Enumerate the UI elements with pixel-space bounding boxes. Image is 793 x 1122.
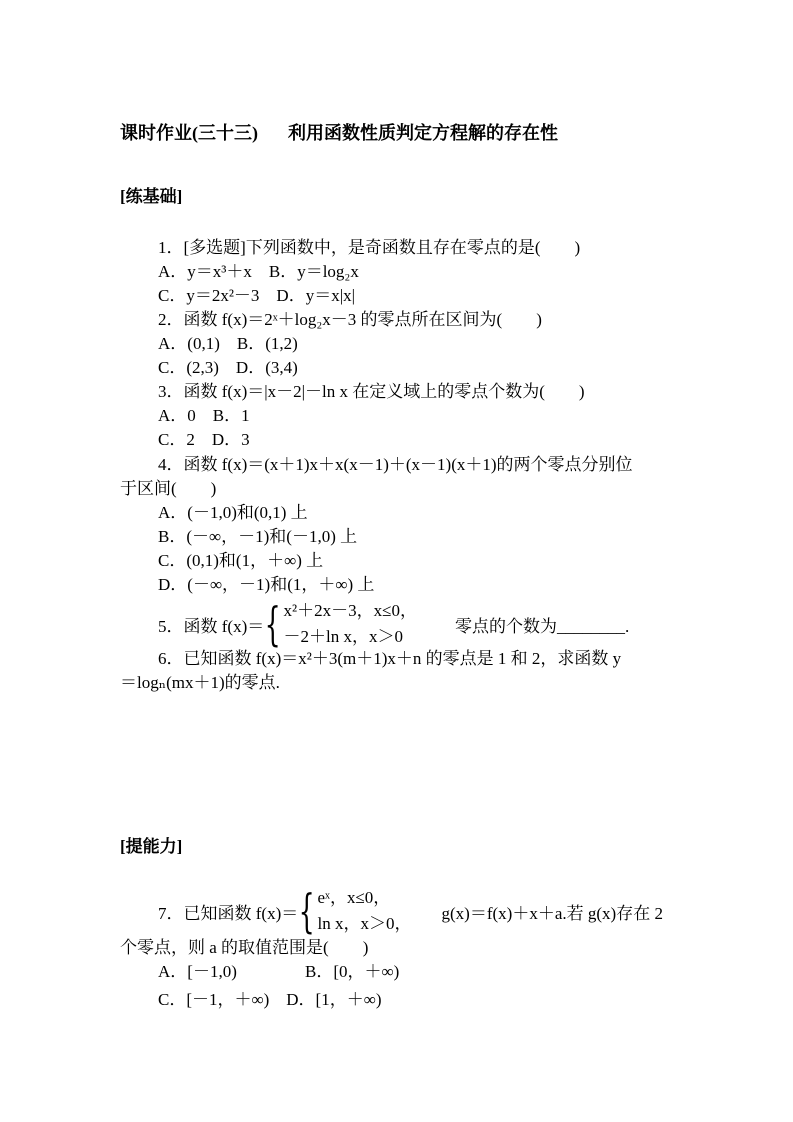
question-4-option-d: D．(－∞，－1)和(1，＋∞) 上 bbox=[158, 575, 375, 594]
piecewise-cases bbox=[318, 885, 426, 937]
title-number: 课时作业(三十三) bbox=[120, 123, 258, 143]
question-7-option-b: B．[0，＋∞) bbox=[305, 962, 400, 981]
question-7-stem-cont: 个零点，则 a 的取值范围是( ) bbox=[120, 938, 369, 957]
case-1: eˣ，x≤0， bbox=[317, 888, 391, 907]
question-3-stem: 3．函数 f(x)＝|x－2|－ln x 在定义域上的零点个数为( ) bbox=[158, 382, 585, 401]
question-5 bbox=[158, 598, 629, 650]
question-5-suffix: 零点的个数为________. bbox=[454, 616, 630, 636]
piecewise-cases bbox=[284, 598, 417, 650]
question-6-stem-cont: ＝logₙ(mx＋1)的零点. bbox=[120, 673, 280, 692]
question-2-options-cd: C．(2,3) D．(3,4) bbox=[158, 358, 298, 377]
question-5-prefix: 5．函数 f(x)＝ bbox=[158, 616, 265, 636]
case-2: －2＋ln x，x＞0 bbox=[283, 627, 403, 646]
question-7 bbox=[158, 885, 663, 937]
question-4-option-c: C．(0,1)和(1，＋∞) 上 bbox=[158, 551, 324, 570]
question-3-options-cd: C．2 D．3 bbox=[158, 430, 250, 449]
question-1-options-cd: C．y＝2x²－3 D．y＝x|x| bbox=[158, 286, 356, 305]
question-2-stem: 2．函数 f(x)＝2ˣ＋log₂x－3 的零点所在区间为( ) bbox=[158, 310, 542, 329]
question-7-prefix: 7．已知函数 f(x)＝ bbox=[158, 903, 299, 923]
section-heading-advanced: [提能力] bbox=[120, 837, 183, 856]
brace-icon: { bbox=[264, 597, 281, 651]
question-6-stem: 6．已知函数 f(x)＝x²＋3(m＋1)x＋n 的零点是 1 和 2，求函数 y bbox=[158, 649, 622, 668]
page-title bbox=[120, 122, 558, 144]
section-heading-basic: [练基础] bbox=[120, 187, 183, 206]
question-4-stem-cont: 于区间( ) bbox=[120, 479, 217, 498]
brace-icon: { bbox=[298, 884, 315, 938]
question-4-option-b: B．(－∞，－1)和(－1,0) 上 bbox=[158, 527, 358, 546]
title-topic: 利用函数性质判定方程解的存在性 bbox=[288, 123, 558, 143]
question-2-options-ab: A．(0,1) B．(1,2) bbox=[158, 334, 298, 353]
case-2: ln x，x＞0， bbox=[317, 914, 412, 933]
question-4-stem: 4．函数 f(x)＝(x＋1)x＋x(x－1)＋(x－1)(x＋1)的两个零点分别位 bbox=[158, 455, 633, 474]
question-7-suffix: g(x)＝f(x)＋x＋a.若 g(x)存在 2 bbox=[441, 903, 663, 923]
question-1-options-ab: A．y＝x³＋x B．y＝log₂x bbox=[158, 262, 359, 281]
question-1-stem: 1．[多选题]下列函数中，是奇函数且存在零点的是( ) bbox=[158, 238, 581, 257]
question-4-option-a: A．(－1,0)和(0,1) 上 bbox=[158, 503, 308, 522]
question-7-option-a: A．[－1,0) bbox=[158, 962, 237, 981]
question-7-options-cd: C．[－1，＋∞) D．[1，＋∞) bbox=[158, 990, 382, 1009]
case-1: x²＋2x－3，x≤0， bbox=[283, 601, 417, 620]
question-3-options-ab: A．0 B．1 bbox=[158, 406, 250, 425]
